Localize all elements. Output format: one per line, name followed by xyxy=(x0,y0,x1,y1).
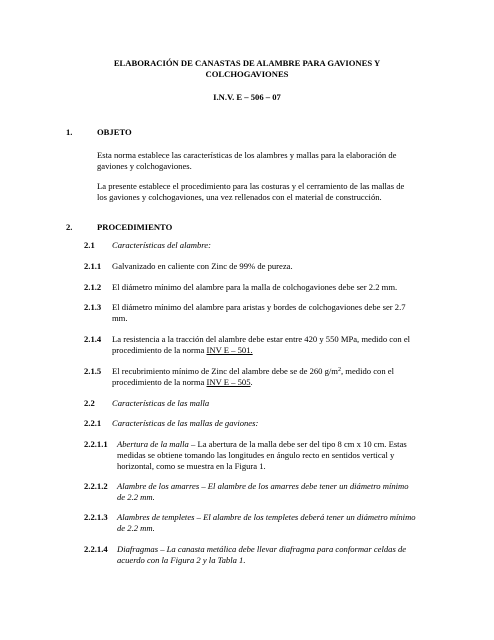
subsection-2-2-1-number: 2.2.1 xyxy=(84,418,102,428)
item-2-1-4-line-2 xyxy=(112,345,253,356)
section-2-number: 2. xyxy=(66,222,73,232)
subsection-2-2-number: 2.2 xyxy=(84,398,95,408)
item-2-2-1-3-line-2: de 2.2 mm. xyxy=(117,523,155,533)
item-2-1-4-line-1: La resistencia a la tracción del alambre debe estar entre 420 y 550 MPa, medido con el xyxy=(112,334,411,344)
item-2-2-1-1-number: 2.2.1.1 xyxy=(84,439,108,449)
item-2-2-1-4-line-2: acuerdo con la Figura 2 y la Tabla 1. xyxy=(117,555,246,565)
subsection-2-2-1-title: Características de las mallas de gaviones: xyxy=(112,418,259,428)
section-1-paragraph-1-line-1: Esta norma establece las características de los alambres y mallas para la elaboración de xyxy=(97,150,397,160)
item-2-1-5-superscript: 2 xyxy=(338,367,341,373)
item-2-2-1-2-number: 2.2.1.2 xyxy=(84,481,108,491)
item-2-1-1-number: 2.1.1 xyxy=(84,261,102,271)
item-2-1-5-line-1 xyxy=(112,366,394,377)
item-2-1-2-number: 2.1.2 xyxy=(84,282,102,292)
document-title-line-1: ELABORACIÓN DE CANASTAS DE ALAMBRE PARA GAVIONES Y xyxy=(113,58,381,68)
item-2-2-1-4-number: 2.2.1.4 xyxy=(84,544,108,554)
item-2-1-4-number: 2.1.4 xyxy=(84,334,102,344)
section-1-paragraph-2-line-1: La presente establece el procedimiento para las costuras y el cerramiento de las mallas de xyxy=(97,181,405,191)
section-1-paragraph-1-line-2: gaviones y colchogaviones. xyxy=(97,161,192,171)
item-2-1-5-number: 2.1.5 xyxy=(84,366,102,376)
document-title-line-2: COLCHOGAVIONES xyxy=(205,69,289,79)
item-2-1-1-text: Galvanizado en caliente con Zinc de 99% de pureza. xyxy=(112,261,293,271)
item-2-2-1-2-line-2: de 2.2 mm. xyxy=(117,492,155,502)
item-2-1-2-text: El diámetro mínimo del alambre para la malla de colchogaviones debe ser 2.2 mm. xyxy=(112,282,398,292)
item-2-2-1-1-line-2: medidas se obtiene tomando las longitudes en ángulo recto en sentidos vertical y xyxy=(117,450,395,460)
section-1-heading: OBJETO xyxy=(97,127,132,137)
norm-inv-e-505-link[interactable]: INV E – 505 xyxy=(206,377,251,387)
item-2-1-3-line-2: mm. xyxy=(112,313,128,323)
document-code: I.N.V. E – 506 – 07 xyxy=(213,92,281,102)
norm-inv-e-501-link[interactable]: INV E – 501. xyxy=(206,345,253,355)
section-2-heading: PROCEDIMIENTO xyxy=(97,222,173,232)
item-2-2-1-3-line-1: Alambres de templetes – El alambre de los templetes deberá tener un diámetro mínimo xyxy=(117,512,416,522)
item-2-1-5-line-2-text: procedimiento de la norma xyxy=(112,377,207,387)
item-2-2-1-1-italic-label: Abertura de la malla xyxy=(117,439,189,449)
item-2-2-1-3-number: 2.2.1.3 xyxy=(84,512,108,522)
item-2-1-5-line-2-tail: . xyxy=(250,377,253,387)
item-2-1-4-line-2-text: procedimiento de la norma xyxy=(112,345,207,355)
item-2-2-1-1-line-1 xyxy=(117,439,407,450)
item-2-2-1-2-line-1: Alambre de los amarres – El alambre de los amarres debe tener un diámetro mínimo xyxy=(117,481,409,491)
item-2-1-5-line-2 xyxy=(112,377,253,388)
item-2-2-1-4-line-1: Diafragmas – La canasta metálica debe llevar diafragma para conformar celdas de xyxy=(117,544,407,554)
section-1-number: 1. xyxy=(66,127,73,137)
item-2-1-3-number: 2.1.3 xyxy=(84,302,102,312)
item-2-2-1-1-line-1-text: – La abertura de la malla debe ser del tipo 8 cm x 10 cm. Estas xyxy=(188,439,407,449)
item-2-1-5-line-1-text: El recubrimiento mínimo de Zinc del alambre debe se de 260 g/m xyxy=(112,366,338,376)
item-2-1-3-line-1: El diámetro mínimo del alambre para aristas y bordes de colchogaviones debe ser 2.7 xyxy=(112,302,406,312)
subsection-2-1-number: 2.1 xyxy=(84,240,95,250)
subsection-2-2-title: Características de las malla xyxy=(112,398,210,408)
subsection-2-1-title: Características del alambre: xyxy=(112,240,211,250)
item-2-2-1-1-line-3: horizontal, como se muestra en la Figura 1. xyxy=(117,461,266,471)
section-1-paragraph-2-line-2: los gaviones y colchogaviones, una vez rellenados con el material de construcción. xyxy=(97,192,382,202)
item-2-1-5-line-1-tail: , medido con el xyxy=(341,366,394,376)
